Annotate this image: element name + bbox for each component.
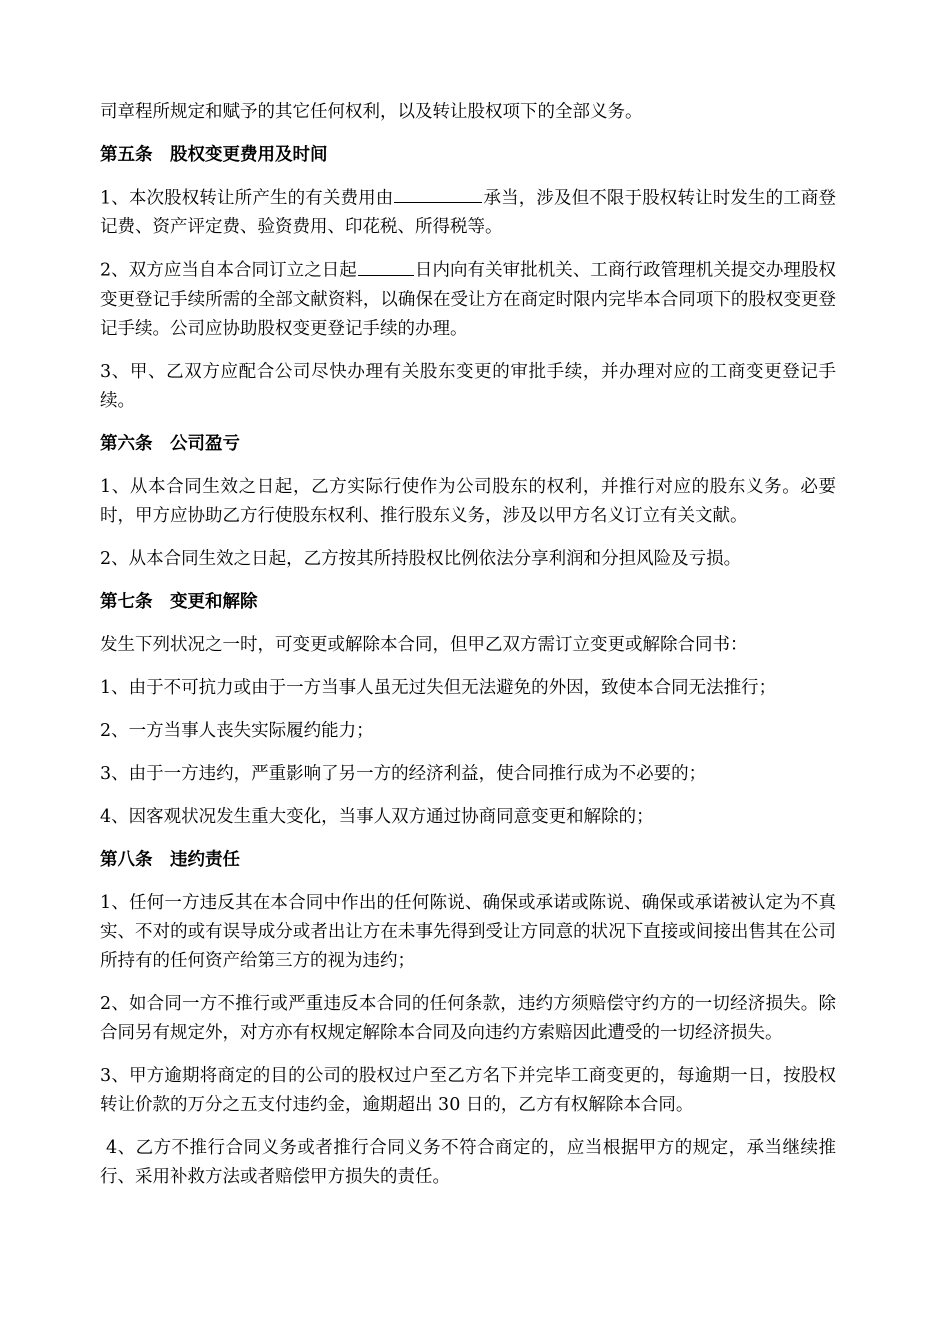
section-5-paragraph-1-text-a: 1、本次股权转让所产生的有关费用由 [100,188,394,209]
section-6-paragraph-2: 2、从本合同生效之日起，乙方按其所持股权比例依法分享利润和分担风险及亏损。 [100,548,742,569]
section-6-paragraph-1: 1、从本合同生效之日起，乙方实际行使作为公司股东的权利，并推行对应的股东义务。必要时，甲方应协助乙方行使股东权利、推行股东义务，涉及以甲方名义订立有关文献。 [100,476,836,526]
section-6-heading: 第六条 公司盈亏 [100,433,240,454]
section-5-paragraph-2-text-a: 2、双方应当自本合同订立之日起 [100,260,357,281]
section-8-paragraph-2: 2、如合同一方不推行或严重违反本合同的任何条款，违约方须赔偿守约方的一切经济损失。除合同另有规定外，对方亦有权规定解除本合同及向违约方索赔因此遭受的一切经济损失。 [100,993,836,1043]
section-5-paragraph-1 [100,184,836,242]
section-7-paragraph-3: 3、由于一方违约，严重影响了另一方的经济利益，使合同推行成为不必要的； [100,763,707,784]
section-7-paragraph-1: 1、由于不可抗力或由于一方当事人虽无过失但无法避免的外因，致使本合同无法推行； [100,677,777,698]
section-5-paragraph-1-text-b: 承当，涉及但不限于股权转让时发生的工商登记费、资产评定费、验资费用、印花税、所得税等。 [100,188,837,238]
section-8-paragraph-4: 4、乙方不推行合同义务或者推行合同义务不符合商定的，应当根据甲方的规定，承当继续推行、采用补救方法或者赔偿甲方损失的责任。 [100,1137,836,1187]
section-7-intro: 发生下列状况之一时，可变更或解除本合同，但甲乙双方需订立变更或解除合同书： [100,634,748,655]
paragraph-intro-continuation: 司章程所规定和赋予的其它任何权利，以及转让股权项下的全部义务。 [100,102,643,122]
section-8-paragraph-3: 3、甲方逾期将商定的目的公司的股权过户至乙方名下并完毕工商变更的，每逾期一日，按股权转让价款的万分之五支付违约金，逾期超出 30 日的，乙方有权解除本合同。 [100,1065,836,1115]
section-8-paragraph-1: 1、任何一方违反其在本合同中作出的任何陈说、确保或承诺或陈说、确保或承诺被认定为不真实、不对的或有误导成分或者出让方在未事先得到受让方同意的状况下直接或间接出售其在公司所持有的任何资产给第三方的视为违约； [100,892,836,971]
days-blank [358,256,414,275]
section-8-heading: 第八条 违约责任 [100,849,240,870]
fee-bearer-blank [394,184,482,203]
section-5-paragraph-2-text-b: 日内向有关审批机关、工商行政管理机关提交办理股权变更登记手续所需的全部文献资料，以确保在受让方在商定时限内完毕本合同项下的股权变更登记手续。公司应协助股权变更登记手续的办理。 [100,260,837,339]
section-5-paragraph-3: 3、甲、乙双方应配合公司尽快办理有关股东变更的审批手续，并办理对应的工商变更登记手续。 [100,361,836,411]
section-7-paragraph-2: 2、一方当事人丧失实际履约能力； [100,720,374,741]
document-page [100,98,836,1206]
section-5-paragraph-2 [100,256,836,343]
section-5-heading: 第五条 股权变更费用及时间 [100,145,328,165]
section-7-heading: 第七条 变更和解除 [100,591,258,612]
section-7-paragraph-4: 4、因客观状况发生重大变化，当事人双方通过协商同意变更和解除的； [100,806,654,827]
